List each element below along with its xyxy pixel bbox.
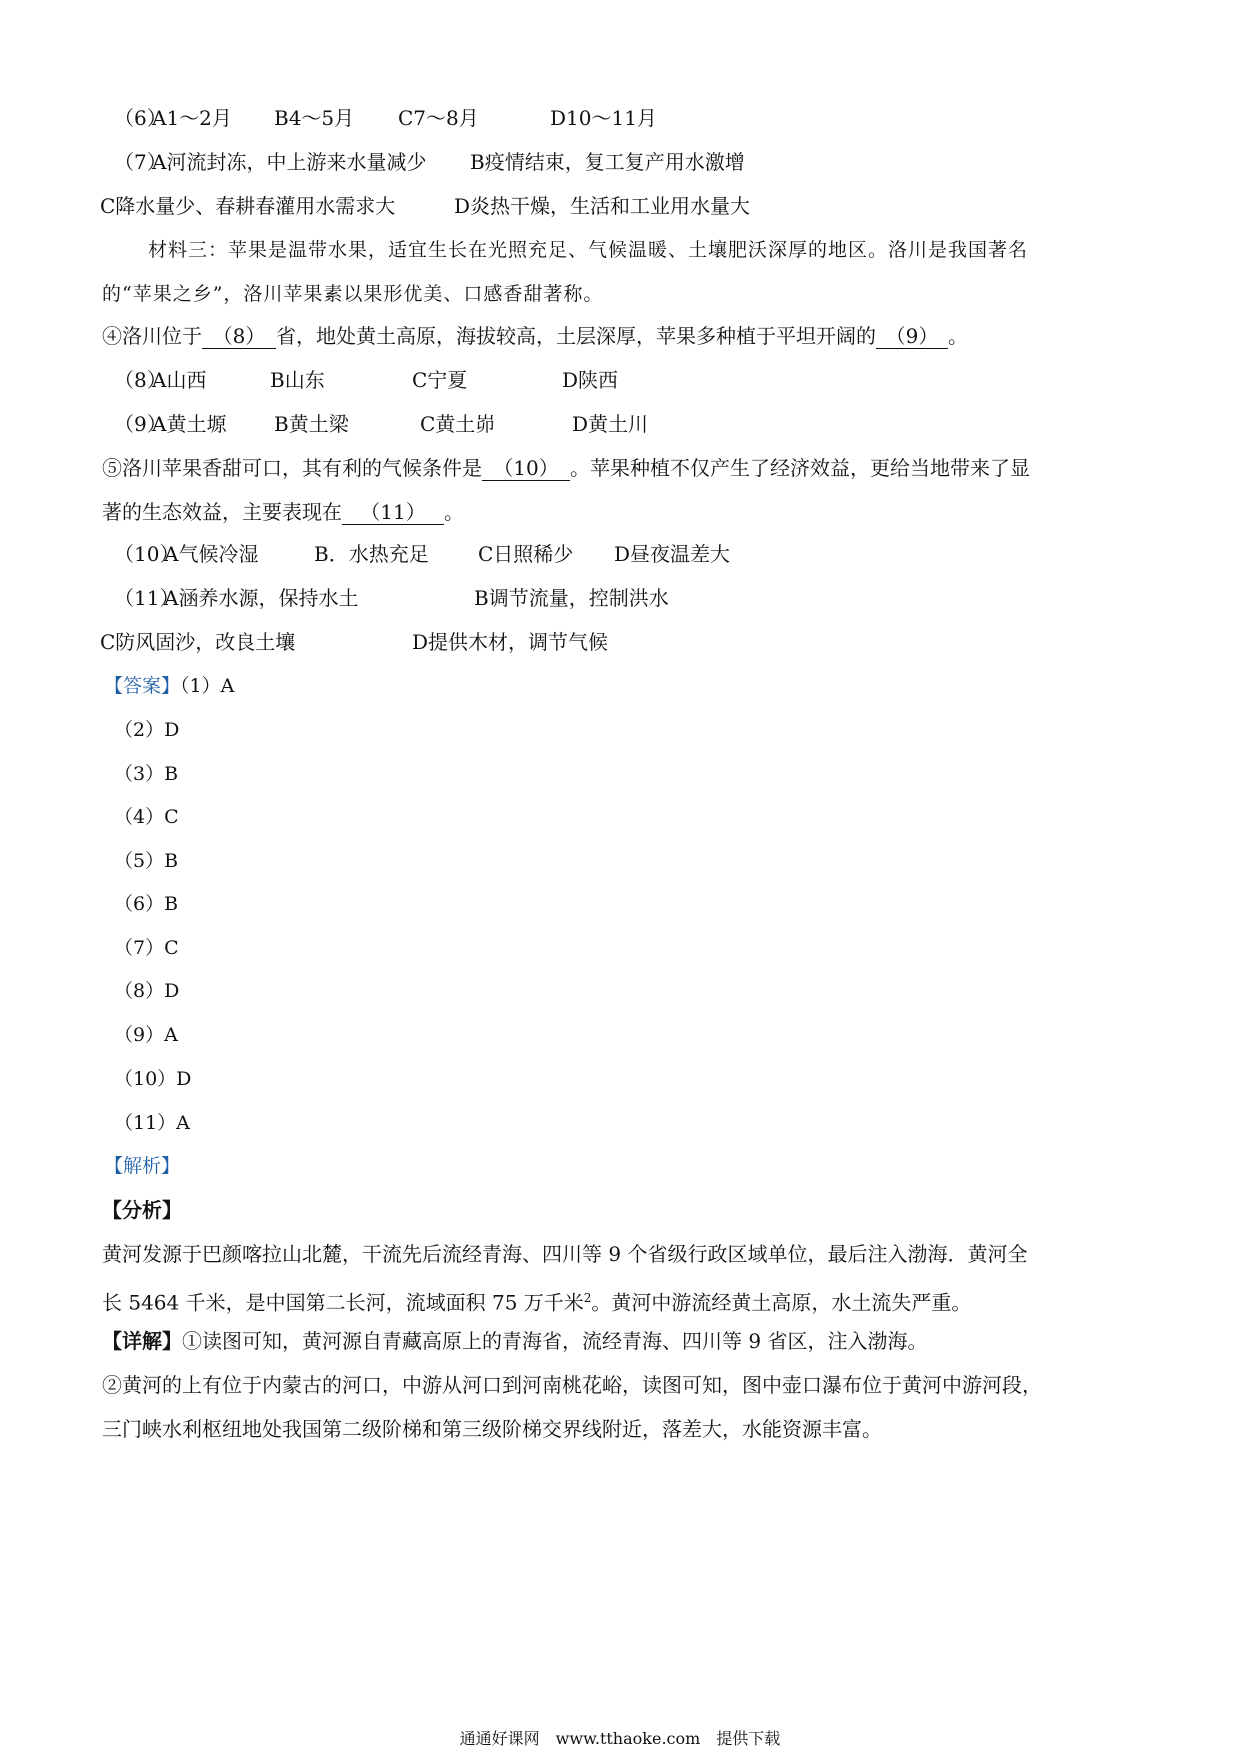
analysis-detail1 [102, 1327, 1130, 1355]
q11-label: （11） [114, 586, 180, 610]
q6-option-d: D10～11月 [550, 106, 657, 130]
answer-header [104, 672, 1130, 700]
answer-1: （1）A [180, 675, 235, 697]
analysis-tag: 【解析】 [104, 1155, 181, 1177]
q9-option-c: C黄土峁 [420, 412, 496, 436]
blank-10: （10） [482, 456, 570, 481]
analysis-detail2-line1: ②黄河的上有位于内蒙古的河口，中游从河口到河南桃花峪，读图可知，图中壶口瀑布位于黄河中游河段， [102, 1373, 1042, 1397]
q11-option-b: B调节流量，控制洪水 [474, 586, 669, 610]
answer-2: （2）D [114, 719, 180, 741]
detail-tag: 【详解】 [102, 1329, 182, 1353]
statement-4-mid: 省，地处黄土高原，海拔较高，土层深厚，苹果多种植于平坦开阔的 [276, 324, 876, 348]
q6-option-c: C7～8月 [398, 106, 479, 130]
q7-label: （7） [114, 150, 167, 174]
answer-10: （10）D [114, 1068, 192, 1090]
q10-option-b: B．水热充足 [314, 542, 429, 566]
footer-watermark: 通通好课网 www.tthaoke.com 提供下载 [459, 1729, 781, 1748]
analysis-para1-line2-pre: 长 5464 千米，是中国第二长河，流域面积 75 万千米 [102, 1290, 584, 1315]
statement-4 [102, 322, 1130, 350]
statement-5-line1 [102, 454, 1130, 482]
answer-11: （11）A [114, 1112, 190, 1134]
statement-5-line2 [102, 498, 1130, 526]
q11-option-c: C防风固沙，改良土壤 [100, 630, 296, 654]
q9-option-b: B黄土梁 [274, 412, 349, 436]
analysis-para1-line1: 黄河发源于巴颜喀拉山北麓，干流先后流经青海、四川等 9 个省级行政区域单位，最后注入渤海．黄河全 [102, 1242, 1028, 1266]
q10-option-c: C日照稀少 [478, 542, 574, 566]
answer-7: （7）C [114, 937, 179, 959]
answer-9: （9）A [114, 1024, 178, 1046]
q7-option-c: C降水量少、春耕春灌用水需求大 [100, 194, 396, 218]
material-3-line2: 的“苹果之乡”，洛川苹果素以果形优美、口感香甜著称。 [102, 283, 604, 305]
q10-option-a: A气候冷湿 [164, 542, 259, 566]
statement-4-pre: ④洛川位于 [102, 324, 202, 348]
detail1-text: ①读图可知，黄河源自青藏高原上的青海省，流经青海、四川等 9 省区，注入渤海。 [182, 1329, 928, 1353]
answer-8: （8）D [114, 980, 180, 1002]
answer-3: （3）B [114, 763, 179, 785]
analysis-detail2-line2: 三门峡水利枢纽地处我国第二级阶梯和第三级阶梯交界线附近，落差大，水能资源丰富。 [102, 1417, 882, 1441]
analysis-para1-line2 [102, 1284, 1130, 1317]
analysis-fenxi-tag: 【分析】 [102, 1198, 182, 1222]
superscript-2: 2 [583, 1291, 592, 1305]
q11-option-a: A涵养水源，保持水土 [164, 586, 359, 610]
blank-11: （11） [342, 500, 444, 525]
blank-9: （9） [876, 324, 948, 349]
q9-option-a: A黄土塬 [152, 412, 227, 436]
q8-option-c: C宁夏 [412, 368, 468, 392]
answer-5: （5）B [114, 850, 179, 872]
q9-label: （9） [114, 412, 167, 436]
q7-option-d: D炎热干燥，生活和工业用水量大 [454, 194, 751, 218]
q9-option-d: D黄土川 [572, 412, 649, 436]
q11-option-d: D提供木材，调节气候 [412, 630, 609, 654]
q8-option-a: A山西 [152, 368, 207, 392]
answer-tag: 【答案】 [104, 675, 181, 697]
statement-5-line2-pre: 著的生态效益，主要表现在 [102, 500, 342, 524]
blank-8: （8） [202, 324, 276, 349]
answer-6: （6）B [114, 893, 179, 915]
analysis-para1-line2-post: 。黄河中游流经黄土高原，水土流失严重。 [591, 1290, 972, 1315]
q10-label: （10） [114, 542, 180, 566]
q7-option-b: B疫情结束，复工复产用水激增 [470, 150, 745, 174]
q8-option-b: B山东 [270, 368, 325, 392]
statement-5-pre: ⑤洛川苹果香甜可口，其有利的气候条件是 [102, 456, 482, 480]
answer-4: （4）C [114, 806, 179, 828]
q7-option-a: A河流封冻，中上游来水量减少 [152, 150, 427, 174]
q6-option-a: A1～2月 [152, 106, 232, 130]
statement-5-end: 。 [444, 500, 464, 524]
q8-label: （8） [114, 368, 167, 392]
q8-option-d: D陕西 [562, 368, 619, 392]
statement-4-end: 。 [948, 324, 968, 348]
statement-5-mid: 。苹果种植不仅产生了经济效益，更给当地带来了显 [570, 456, 1030, 480]
material-3-line1: 材料三：苹果是温带水果，适宜生长在光照充足、气候温暖、土壤肥沃深厚的地区。洛川是我国著名 [148, 239, 1029, 261]
q6-option-b: B4～5月 [274, 106, 355, 130]
q10-option-d: D昼夜温差大 [614, 542, 731, 566]
q6-label: （6） [114, 106, 167, 130]
